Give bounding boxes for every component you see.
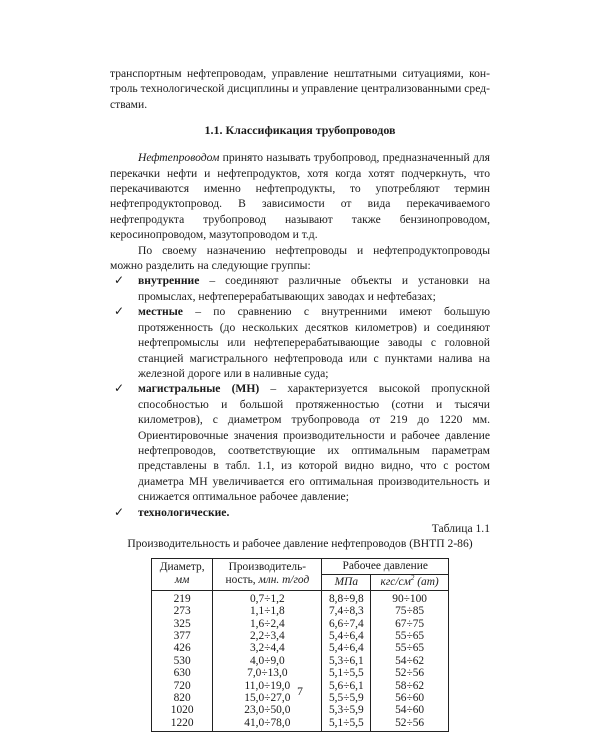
table-row bbox=[152, 630, 449, 642]
table-cell: 5,3÷5,9 bbox=[322, 704, 371, 716]
table-row bbox=[152, 590, 449, 605]
table-cell: 54÷60 bbox=[371, 704, 449, 716]
table-cell: 1,6÷2,4 bbox=[213, 618, 322, 630]
group-term: внутренние bbox=[138, 274, 200, 288]
header-capacity: Производитель- ность, млн. т/год bbox=[213, 558, 322, 590]
table-cell: 52÷56 bbox=[371, 667, 449, 679]
group-term: технологические. bbox=[138, 505, 230, 519]
table-cell: 67÷75 bbox=[371, 618, 449, 630]
table-row bbox=[152, 642, 449, 654]
table-cell: 7,4÷8,3 bbox=[322, 605, 371, 617]
table-cell: 56÷60 bbox=[371, 692, 449, 704]
table-cell: 630 bbox=[152, 667, 213, 679]
pipeline-groups-list bbox=[110, 273, 490, 520]
table-cell: 58÷62 bbox=[371, 680, 449, 692]
table-cell: 219 bbox=[152, 590, 213, 605]
page-number: 7 bbox=[297, 685, 303, 698]
group-text: – характеризуется высокой пропускной способностью и большой протяженностью (сотни и тысячи километров), с диаметром трубопровода от 219 до 1220 мм. Ориентировочные значения производительности и рабочее давление нефтепроводов, соответствующие их оптимальным параметрам представлены в табл. 1.1, из которой видно видно, что с ростом диаметра МН увеличивается его оптимальная производительность и снижается оптимальное рабочее давление; bbox=[138, 382, 491, 504]
group-term: местные bbox=[138, 305, 183, 319]
table-cell: 23,0÷50,0 bbox=[213, 704, 322, 716]
section-heading: 1.1. Классификация трубопроводов bbox=[204, 123, 396, 138]
header-pressure-kgs: кгс/$см^2$ (ат) bbox=[371, 574, 449, 590]
table-cell: 5,4÷6,4 bbox=[322, 642, 371, 654]
table-row bbox=[152, 605, 449, 617]
definition-text: принято называть трубопровод, предназначенный для перекачки нефти и нефтепродуктов, хотя когда хотят подчеркнуть, что перекачиваются именно нефтепродукты, то употребляют термин нефтепродуктопровод. В зависимости от вида перекачиваемого нефтепродукта трубопровод называют также бензинопроводом, керосинопроводом, мазутопроводом и т.д. bbox=[110, 151, 490, 242]
table-cell: 2,2÷3,4 bbox=[213, 630, 322, 642]
header-pressure-mpa: МПа bbox=[322, 574, 371, 590]
header-diameter: Диаметр, мм bbox=[152, 558, 213, 590]
table-cell: 7,0÷13,0 bbox=[213, 667, 322, 679]
list-item bbox=[110, 304, 490, 381]
table-cell: 1,1÷1,8 bbox=[213, 605, 322, 617]
definition-term: Нефтепроводом bbox=[138, 151, 220, 165]
table-cell: 41,0÷78,0 bbox=[213, 717, 322, 732]
table-cell: 54÷62 bbox=[371, 655, 449, 667]
group-text: – соединяют различные объекты и установки на промыслах, нефтеперерабатывающих заводах и нефтебазах; bbox=[138, 274, 490, 303]
intro-line-2: троль технологической дисциплины и управление централизованными сред- bbox=[110, 82, 490, 96]
table-cell: 1020 bbox=[152, 704, 213, 716]
table-cell: 377 bbox=[152, 630, 213, 642]
table-cell: 820 bbox=[152, 692, 213, 704]
table-number: Таблица 1.1 bbox=[431, 521, 490, 535]
list-item bbox=[110, 505, 490, 520]
table-cell: 273 bbox=[152, 605, 213, 617]
table-cell: 3,2÷4,4 bbox=[213, 642, 322, 654]
list-item bbox=[110, 273, 490, 304]
list-item bbox=[110, 381, 490, 504]
intro-paragraph bbox=[110, 66, 490, 112]
table-body bbox=[152, 590, 449, 731]
checkmark-icon: ✓ bbox=[114, 273, 125, 288]
header-capacity-unit: млн. т/год bbox=[258, 574, 310, 587]
header-diameter-unit: мм bbox=[174, 574, 190, 587]
table-cell: 1220 bbox=[152, 717, 213, 732]
table-cell: 15,0÷27,0 bbox=[213, 692, 322, 704]
table-cell: 11,0÷19,0 bbox=[213, 680, 322, 692]
table-cell: 426 bbox=[152, 642, 213, 654]
table-cell: 90÷100 bbox=[371, 590, 449, 605]
table-caption: Производительность и рабочее давление нефтепроводов (ВНТП 2-86) bbox=[127, 537, 473, 551]
table-cell: 720 bbox=[152, 680, 213, 692]
table-row bbox=[152, 655, 449, 667]
table-cell: 5,6÷6,1 bbox=[322, 680, 371, 692]
table-cell: 5,4÷6,4 bbox=[322, 630, 371, 642]
group-text: – по сравнению с внутренними имеют большую протяженность (до нескольких десятков километров) и соединяют нефтепромыслы или нефтеперерабатывающие заводы с головной станцией магистрального нефтепровода или с пунктами налива на железной дороге или в наливные суда; bbox=[138, 305, 490, 380]
table-cell: 55÷65 bbox=[371, 630, 449, 642]
table-cell: 8,8÷9,8 bbox=[322, 590, 371, 605]
table-cell: 325 bbox=[152, 618, 213, 630]
table-cell: 6,6÷7,4 bbox=[322, 618, 371, 630]
table-cell: 52÷56 bbox=[371, 717, 449, 732]
table-row bbox=[152, 717, 449, 732]
group-term: магистральные (МН) bbox=[138, 382, 260, 396]
groups-intro-paragraph: По своему назначению нефтепроводы и нефтепродуктопроводы можно разделить на следующие группы: bbox=[110, 243, 490, 273]
checkmark-icon: ✓ bbox=[114, 381, 125, 396]
table-cell: 5,3÷6,1 bbox=[322, 655, 371, 667]
table-cell: 5,5÷5,9 bbox=[322, 692, 371, 704]
table-cell: 75÷85 bbox=[371, 605, 449, 617]
checkmark-icon: ✓ bbox=[114, 504, 125, 519]
header-pressure: Рабочее давление bbox=[322, 558, 449, 574]
table-cell: 530 bbox=[152, 655, 213, 667]
table-cell: 55÷65 bbox=[371, 642, 449, 654]
checkmark-icon: ✓ bbox=[114, 304, 125, 319]
table-cell: 5,1÷5,5 bbox=[322, 667, 371, 679]
table-cell: 5,1÷5,5 bbox=[322, 717, 371, 732]
table-cell: 0,7÷1,2 bbox=[213, 590, 322, 605]
intro-line-1: транспортным нефтепроводам, управление нештатными ситуациями, кон- bbox=[110, 67, 490, 80]
definition-paragraph bbox=[110, 150, 490, 242]
intro-line-3: ствами. bbox=[110, 97, 148, 111]
pipeline-parameters-table bbox=[151, 558, 449, 732]
table-row bbox=[152, 667, 449, 679]
table-row bbox=[152, 704, 449, 716]
table-row bbox=[152, 618, 449, 630]
table-cell: 4,0÷9,0 bbox=[213, 655, 322, 667]
